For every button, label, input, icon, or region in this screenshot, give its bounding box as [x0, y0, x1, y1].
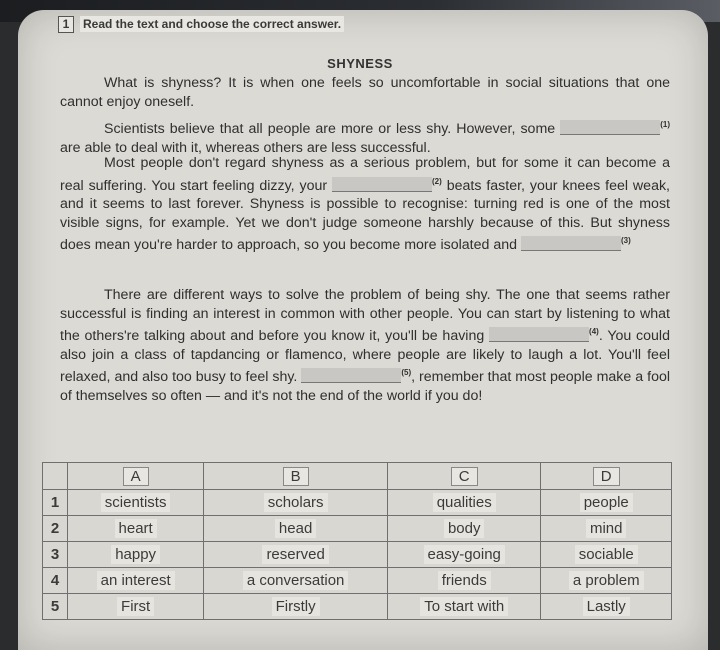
row-number: 2 [43, 516, 68, 542]
paragraph-2-text-a: Scientists believe that all people are more or less shy. However, some [104, 121, 556, 137]
header-b-label: B [283, 467, 309, 486]
paragraph-1-text: What is shyness? It is when one feels so uncomfortable in social situations that one cannot enjoy oneself. [60, 75, 670, 110]
header-a [68, 463, 204, 490]
option-5d[interactable] [541, 594, 672, 620]
option-3c[interactable] [387, 542, 540, 568]
gap-2-number: (2) [432, 176, 442, 186]
paragraph-3-text-b: beats faster, your knees feel weak, and it seems to last forever. Shyness is possible to recognise: turning red is one of the most visible signs, for example. Yet we don't judge someone harshly because of this. But shyness does mean you're harder to approach, so you become more isolated and [60, 177, 670, 254]
option-4b[interactable] [204, 568, 388, 594]
paragraph-2-text-b: are able to deal with it, whereas others are less successful. [60, 139, 431, 156]
paragraph-3 [60, 154, 670, 255]
header-c [387, 463, 540, 490]
table-header-row [43, 463, 672, 490]
gap-4-number: (4) [589, 327, 599, 337]
option-5c[interactable] [387, 594, 540, 620]
gap-4-blank[interactable] [489, 327, 589, 342]
header-corner-cell [43, 463, 68, 490]
option-1b[interactable] [204, 490, 388, 516]
gap-1-number: (1) [660, 120, 670, 129]
gap-1-blank[interactable] [560, 120, 660, 135]
header-b [204, 463, 388, 490]
gap-3-number: (3) [620, 236, 631, 246]
paragraph-1 [60, 74, 670, 111]
table-row [43, 516, 672, 542]
task-number: 1 [58, 16, 74, 33]
paragraph-2 [60, 116, 670, 157]
option-2d-text: mind [586, 519, 627, 538]
option-5b-text: Firstly [272, 597, 320, 616]
row-number: 3 [43, 542, 68, 568]
table-row [43, 542, 672, 568]
option-1d-text: people [580, 493, 633, 512]
option-5c-text: To start with [420, 597, 508, 616]
paragraph-4-text-c: , remember that most people make a fool of themselves so often — and it's not the end of the world if you do! [60, 369, 670, 404]
option-2d[interactable] [541, 516, 672, 542]
gap-5-number: (5) [401, 368, 412, 378]
table-row [43, 490, 672, 516]
option-2c[interactable] [387, 516, 540, 542]
option-1a[interactable] [68, 490, 204, 516]
header-c-label: C [451, 467, 478, 486]
option-4d-text: a problem [569, 571, 644, 590]
option-3a-text: happy [111, 545, 160, 564]
option-5a-text: First [117, 597, 154, 616]
option-2c-text: body [444, 519, 485, 538]
paragraph-3-text-a: Most people don't regard shyness as a serious problem, but for some it can become a real suffering. You start feeling dizzy, your [60, 155, 670, 194]
row-number: 4 [43, 568, 68, 594]
option-1c-text: qualities [433, 493, 496, 512]
option-2a-text: heart [115, 519, 157, 538]
option-3b-text: reserved [262, 545, 328, 564]
option-4a-text: an interest [97, 571, 175, 590]
option-2b-text: head [275, 519, 316, 538]
option-4c[interactable] [387, 568, 540, 594]
header-d [541, 463, 672, 490]
option-4b-text: a conversation [243, 571, 349, 590]
option-1d[interactable] [541, 490, 672, 516]
paragraph-4-text-b: . You could also join a class of tapdancing or flamenco, where people are likely to laugh a lot. You'll feel relaxed, and also too busy to feel shy. [60, 328, 670, 386]
header-a-label: A [123, 467, 149, 486]
paragraph-4 [60, 286, 670, 406]
answer-options-table [42, 462, 672, 620]
option-4c-text: friends [438, 571, 491, 590]
paragraph-4-text-a: There are different ways to solve the problem of being shy. The one that seems rather successful is finding an interest in common with other people. You can start by listening to what the others're talking about and before you know it, you'll be having [60, 287, 670, 345]
option-1a-text: scientists [101, 493, 171, 512]
option-2b[interactable] [204, 516, 388, 542]
task-instruction: Read the text and choose the correct answer. [80, 16, 344, 32]
table-row [43, 594, 672, 620]
option-4d[interactable] [541, 568, 672, 594]
task-header [58, 16, 344, 33]
option-3d[interactable] [541, 542, 672, 568]
row-number: 5 [43, 594, 68, 620]
option-3d-text: sociable [575, 545, 638, 564]
option-5d-text: Lastly [583, 597, 630, 616]
option-4a[interactable] [68, 568, 204, 594]
option-5a[interactable] [68, 594, 204, 620]
row-number: 1 [43, 490, 68, 516]
option-3c-text: easy-going [424, 545, 505, 564]
gap-3-blank[interactable] [521, 236, 621, 251]
gap-5-blank[interactable] [301, 368, 401, 383]
option-3a[interactable] [68, 542, 204, 568]
header-d-label: D [593, 467, 620, 486]
option-5b[interactable] [204, 594, 388, 620]
gap-2-blank[interactable] [332, 177, 432, 192]
text-title: SHYNESS [327, 56, 393, 71]
option-1b-text: scholars [264, 493, 328, 512]
option-1c[interactable] [387, 490, 540, 516]
option-2a[interactable] [68, 516, 204, 542]
option-3b[interactable] [204, 542, 388, 568]
table-row [43, 568, 672, 594]
